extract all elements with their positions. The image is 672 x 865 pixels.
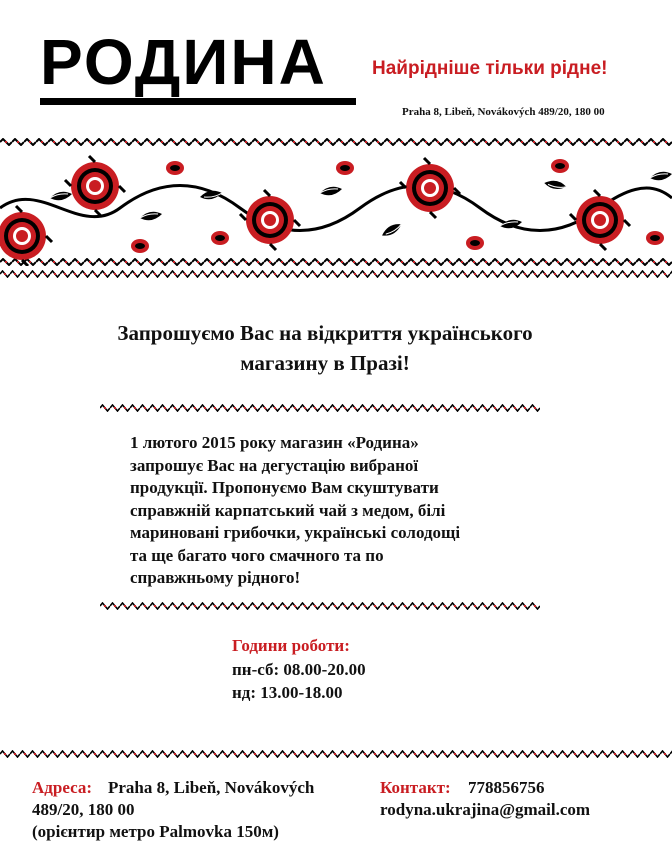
address-line-3: (орієнтир метро Palmovka 150м): [32, 822, 279, 841]
address-line-2: 489/20, 180 00: [32, 800, 135, 819]
hours-weekdays: пн-сб: 08.00-20.00: [232, 660, 366, 679]
body-line: продукції. Пропонуємо Вам скуштувати: [130, 478, 439, 497]
hours-sunday: нд: 13.00-18.00: [232, 683, 343, 702]
body-line: мариновані грибочки, українські солодощі: [130, 523, 461, 542]
email-address[interactable]: rodyna.ukrajina@gmail.com: [380, 800, 591, 819]
invitation-line-1: Запрошуємо Вас на відкриття українського: [117, 321, 533, 345]
hours-title: Години роботи:: [232, 636, 350, 655]
body-line: 1 лютого 2015 року магазин «Родина»: [130, 433, 419, 452]
logo-title: РОДИНА: [40, 26, 327, 98]
body-line: запрошує Вас на дегустацію вибраної: [130, 455, 419, 475]
ornament-line-top: [0, 270, 672, 278]
body-line: справжньому рідного!: [130, 568, 301, 587]
body-paragraph: [130, 432, 550, 590]
address-label: Адреса:: [32, 778, 92, 797]
address-line-1: Praha 8, Libeň, Novákových: [108, 778, 315, 797]
body-line: справжній карпатський чай з медом, білі: [130, 500, 446, 520]
slogan: Найрідніше тільки рідне!: [372, 58, 608, 79]
header-address: Praha 8, Libeň, Novákových 489/20, 180 00: [402, 106, 605, 118]
contact-label: Контакт:: [380, 778, 451, 797]
body-line: та ще багато чого смачного та по: [130, 545, 384, 565]
ornament-divider-2: [100, 602, 540, 610]
invitation-line-2: магазину в Празі!: [240, 351, 410, 375]
ornament-line-bottom: [0, 750, 672, 758]
rose-group: [0, 156, 630, 266]
ornament-divider-1: [100, 404, 540, 412]
embroidery-band: [0, 138, 672, 266]
invitation-heading: [40, 318, 610, 378]
phone-number[interactable]: 778856756: [468, 778, 545, 797]
logo-underline: [40, 98, 356, 105]
